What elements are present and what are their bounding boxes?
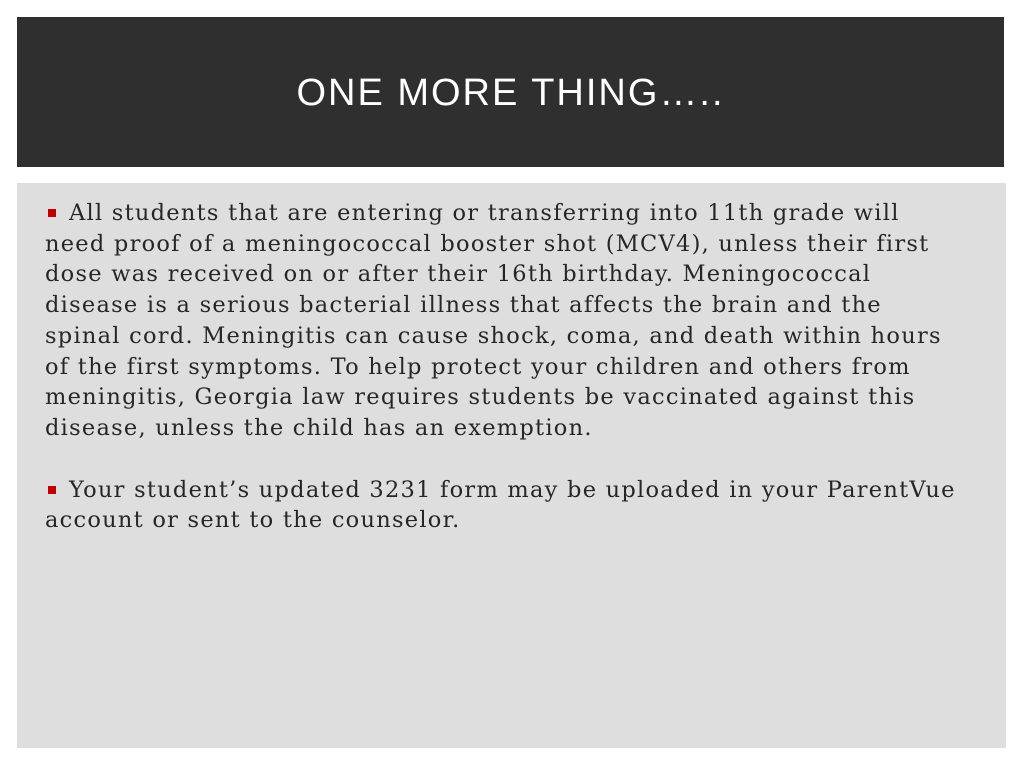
slide-title: ONE MORE THING….. — [296, 71, 725, 114]
content-panel — [17, 183, 1006, 748]
bullet-text: Your student’s updated 3231 form may be uploaded in your ParentVue account or sent to the counselor. — [45, 476, 956, 534]
title-bar — [17, 17, 1004, 167]
bullet-text: All students that are entering or transferring into 11th grade will need proof of a meningococcal booster shot (MCV4), unless their first dose was received on or after their 16th birthday. Meningococcal disease is a serious bacterial illness that affects the brain and the spinal cord. Meningitis can cause shock, coma, and death within hours of the first symptoms. To help protect your children and others from meningitis, Georgia law requires students be vaccinated against this disease, unless the child has an exemption. — [45, 200, 942, 441]
bullet-list — [45, 198, 965, 567]
bullet-item — [45, 475, 965, 536]
square-bullet-icon — [48, 209, 56, 217]
bullet-item — [45, 198, 965, 444]
square-bullet-icon — [48, 486, 56, 494]
